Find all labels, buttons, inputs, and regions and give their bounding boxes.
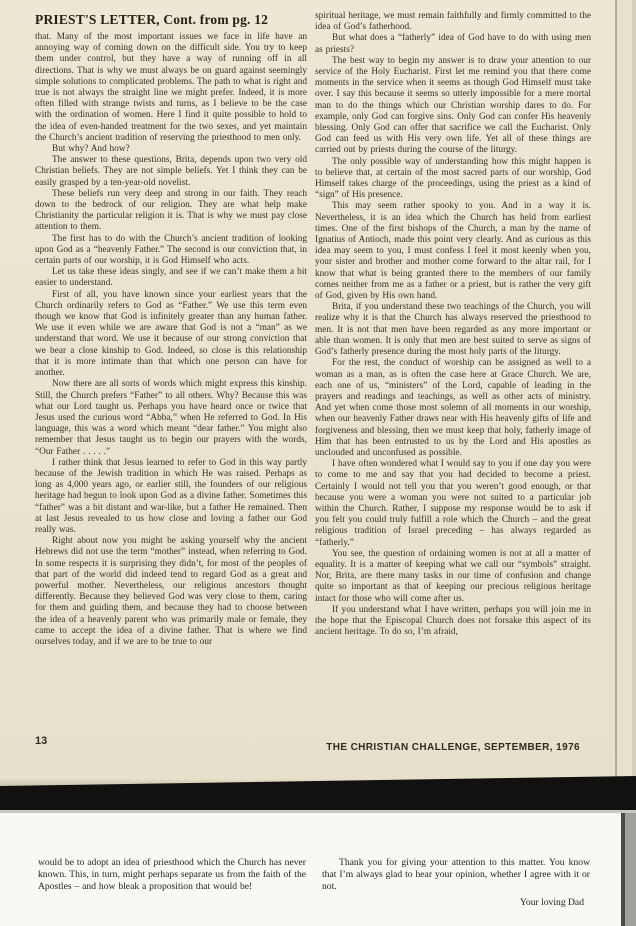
- paragraph: You see, the question of ordaining women is not at all a matter of equality. It is a matter of keeping what we call our “symbols” straight. Nor, Brita, are there many tasks in our time of confusion and change quite so important as that of keeping our precious religious heritage intact for those who will come after us.: [315, 548, 591, 604]
- paragraph: spiritual heritage, we must remain faithfully and firmly committed to the idea of God’s fatherhood.: [315, 11, 591, 33]
- paragraph: The best way to begin my answer is to draw your attention to our service of the Holy Eucharist. First let me remind you that there come moments in the service when it seems as though God Himself must take over. I say this because it seems so utterly impossible for a mere mortal man to do the things which our Christian worship dares to do. For example, only God can forgive sins. Only God can confer His heavenly blessing. Only God can offer that sacrifice we call the Eucharist. Only God can feed us with His very own life. Yet all of these things are carried out by priests during the course of the liturgy.: [315, 55, 591, 156]
- fragment-right-column: [322, 857, 590, 909]
- left-text-column: [35, 32, 307, 734]
- fragment-edge-strip: [625, 813, 636, 926]
- paragraph: I have often wondered what I would say to you if one day you were to come to me and say that you had decided to become a priest. Certainly I would not tell you that you weren’t good enough, or that because you were a woman you were not suited to a particular job within the Church. Rather, I suppose my response would be to ask if you felt you could truly fulfill a role which the Church – and the great religious tradition of Israel preceding – has always regarded as “fatherly.”: [315, 459, 591, 548]
- paragraph: Let us take these ideas singly, and see if we can’t make them a bit easier to understand.: [35, 267, 307, 289]
- paragraph: would be to adopt an idea of priesthood which the Church has never known. This, in turn, might perhaps separate us from the faith of the Apostles – and how bleak a proposition that would be!: [38, 857, 306, 893]
- paragraph: But why? And how?: [52, 144, 130, 155]
- paragraph: These beliefs run very deep and strong in our faith. They reach down to the bedrock of our religion. They are what help make Christianity the particular religion it is. That is why we must pay close attention to them.: [35, 188, 307, 233]
- article-heading: PRIEST'S LETTER, Cont. from pg. 12: [35, 12, 269, 27]
- paragraph: The only possible way of understanding how this might happen is to believe that, at certain of the most sacred parts of our worship, God Himself takes charge of the proceedings, using the priest as a kind of “sign” of His presence.: [315, 156, 591, 201]
- paragraph: Thank you for giving your attention to this matter. You know that I’m always glad to hear your opinion, whether I agree with it or not.: [322, 857, 590, 893]
- fragment-left-column: [38, 857, 306, 894]
- paragraph: For the rest, the conduct of worship can be assigned as well to a woman as a man, as is often the case here at Grace Church. We are, each one of us, “ministers” of the Lord, capable of leading in the prayers and readings and teachings, as well as other acts of ministry. And yet when come those most solemn of all moments in our worship, when our heavenly Father draws near with His heavenly gifts of life and forgiveness and blessing, then we must keep that holy, fatherly image of Him that has been entrusted to us by the Lord and His apostles as unclouded and unconfused as possible.: [315, 358, 591, 458]
- paragraph: I rather think that Jesus learned to refer to God in this way partly because of the Jewish tradition in which He was raised. Perhaps as long as 4,000 years ago, or earlier still, the founders of our religious heritage had begun to look upon God as a divine father. Sometimes this “father” was a bit distant and war-like, but a father He remained. Then at last Jesus revealed to us how close and loving a father our God really was.: [35, 457, 307, 535]
- paragraph: First of all, you have known since your earliest years that the Church ordinarily refers to God as “Father.” We use this term even though we know that God is infinitely greater than any human father. We use it even while we are aware that God is not a “man” as we understand that word. We use it because of our strong conviction that we bear a close kinship to God. Indeed, so close is this relationship that it is more intimate than that which one person can have for another.: [35, 289, 307, 379]
- paragraph: Now there are all sorts of words which might express this kinship. Still, the Church prefers “Father” to all others. Why? Because this was what our Lord taught us. Perhaps you have heard once or twice that Jesus used the curious word “Abba,” when He referred to God. In His language, this was a word which meant “dear father.” You might also remember that Jesus taught us to begin our prayers with the words, “Our Father . . . . .”: [35, 379, 307, 457]
- right-text-column: [315, 11, 591, 735]
- publication-footer: THE CHRISTIAN CHALLENGE, SEPTEMBER, 1976: [326, 742, 580, 753]
- paragraph: The answer to these questions, Brita, depends upon two very old Christian beliefs. They are not simple beliefs. Yet I think they can be easily grasped by a ten-year-old novelist.: [35, 155, 307, 188]
- paragraph: that. Many of the most important issues we face in life have an annoying way of coming down on the difficult side. You try to keep them under control, but they have a way of running off in all directions. That is why we must always be on guard against seemingly simple solutions to complicated problems. The path to what is right and true is not always the straight line we might prefer. Indeed, it is more often filled with strange twists and turns, as I believe to be the case with the ordination of women. Here I find it quite possible to hold to the idea of even-handed treatment for the two sexes, and yet maintain the Church’s ancient tradition of reserving the priesthood to men only.: [35, 32, 307, 143]
- page-number: 13: [35, 735, 48, 747]
- paragraph: But what does a “fatherly” idea of God have to do with using men as priests?: [315, 33, 591, 55]
- page-edge-strip: [617, 0, 632, 790]
- letter-signature: Your loving Dad: [519, 896, 584, 908]
- paragraph: The first has to do with the Church’s ancient tradition of looking upon God as a “heavenly Father.” The second is our conviction that, in certain parts of our worship, it is God Himself who acts.: [35, 233, 307, 267]
- paragraph: If you understand what I have written, perhaps you will join me in the hope that the Episcopal Church does not forsake this aspect of its ancient heritage. To do so, I’m afraid,: [315, 604, 591, 638]
- next-page-fragment-scan: [0, 810, 636, 926]
- page-edge-outer-strip: [632, 0, 636, 790]
- paragraph: Right about now you might be asking yourself why the ancient Hebrews did not use the term “mother” instead, when referring to God. In some respects it is surprising they didn’t, for most of the peoples of that part of the world did indeed tend to regard God as a great and powerful mother. Nevertheless, our religious ancestors thought differently. Because they believed God was very close to them, caring for them and guiding them, and because they had to choose between the idea of a heavenly parent who was primarily male or female, they came to accept the idea of a divine father. That is where we find ourselves today, and if we are to be true to our: [35, 536, 307, 647]
- paragraph: This may seem rather spooky to you. And in a way it is. Nevertheless, it is an idea which the Church has held from earliest times. One of the first bishops of the Church, a man by the name of Ignatius of Antioch, made this point very clearly. And as curious as this idea may seem to you, I must confess I feel it most keenly when you, your sister and brother and mother come forward to the altar rail, for I know that what is being granted there to the members of our family comes neither from me as a father or a priest, but is rather the very gift of God, given by His own hand.: [315, 201, 591, 302]
- paragraph: Brita, if you understand these two teachings of the Church, you will realize why it is that the Church has always reserved the priesthood to men. It is not that men have been regarded as any more important or able than women. It is only that men are best suited to serve as signs of God’s fatherly presence during the most holy parts of the liturgy.: [315, 302, 591, 358]
